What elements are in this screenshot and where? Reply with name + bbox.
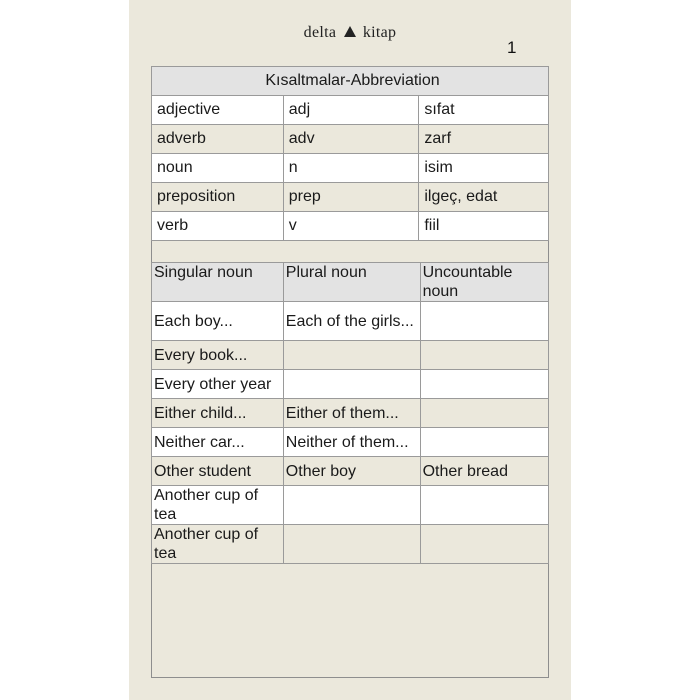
abbreviation-table bbox=[151, 66, 549, 241]
column-header: Plural noun bbox=[283, 263, 420, 302]
table-cell: Neither car... bbox=[152, 428, 284, 457]
table-row bbox=[152, 183, 549, 212]
table-cell: fiil bbox=[419, 212, 549, 241]
table-cell bbox=[420, 525, 548, 564]
table-cell: prep bbox=[283, 183, 419, 212]
table-header-row bbox=[152, 263, 549, 302]
table-cell bbox=[420, 486, 548, 525]
table-cell: Every other year bbox=[152, 370, 284, 399]
table-cell bbox=[283, 525, 420, 564]
table-cell: Neither of them... bbox=[283, 428, 420, 457]
table-cell: Either child... bbox=[152, 399, 284, 428]
triangle-icon bbox=[344, 26, 356, 37]
table-cell bbox=[420, 428, 548, 457]
table-cell bbox=[420, 399, 548, 428]
table-cell: isim bbox=[419, 154, 549, 183]
column-header: Singular noun bbox=[152, 263, 284, 302]
table-cell bbox=[420, 341, 548, 370]
table-cell: Each of the girls... bbox=[283, 302, 420, 341]
table-cell: preposition bbox=[152, 183, 284, 212]
table-cell: adverb bbox=[152, 125, 284, 154]
page-number: 1 bbox=[507, 38, 517, 57]
table-row bbox=[152, 341, 549, 370]
publisher-logo bbox=[129, 24, 571, 42]
table-row bbox=[152, 96, 549, 125]
table-cell: v bbox=[283, 212, 419, 241]
table-row bbox=[152, 154, 549, 183]
brand-left: delta bbox=[303, 24, 337, 41]
column-header: Uncountable noun bbox=[420, 263, 548, 302]
table-cell: Other student bbox=[152, 457, 284, 486]
table-row bbox=[152, 125, 549, 154]
table-cell: n bbox=[283, 154, 419, 183]
table-row bbox=[152, 302, 549, 341]
table-cell bbox=[420, 370, 548, 399]
table-cell bbox=[283, 370, 420, 399]
brand-right: kitap bbox=[362, 24, 397, 41]
table-cell: Either of them... bbox=[283, 399, 420, 428]
table-cell: Other bread bbox=[420, 457, 548, 486]
table-row bbox=[152, 525, 549, 564]
book-page bbox=[129, 0, 571, 700]
table-cell: sıfat bbox=[419, 96, 549, 125]
table-cell bbox=[283, 486, 420, 525]
table-row bbox=[152, 399, 549, 428]
table-row bbox=[152, 428, 549, 457]
table-cell: adjective bbox=[152, 96, 284, 125]
noun-table bbox=[151, 262, 549, 564]
table-cell: adj bbox=[283, 96, 419, 125]
table-row bbox=[152, 486, 549, 525]
table-cell: Another cup of tea bbox=[152, 525, 284, 564]
table-cell: adv bbox=[283, 125, 419, 154]
table-cell bbox=[283, 341, 420, 370]
table-cell: zarf bbox=[419, 125, 549, 154]
table-row bbox=[152, 212, 549, 241]
table-row bbox=[152, 370, 549, 399]
table-cell: Each boy... bbox=[152, 302, 284, 341]
table-row bbox=[152, 457, 549, 486]
table-cell: Every book... bbox=[152, 341, 284, 370]
table-cell: Another cup of tea bbox=[152, 486, 284, 525]
table-cell bbox=[420, 302, 548, 341]
table-cell: ilgeç, edat bbox=[419, 183, 549, 212]
table-cell: Other boy bbox=[283, 457, 420, 486]
table-cell: noun bbox=[152, 154, 284, 183]
table-cell: verb bbox=[152, 212, 284, 241]
abbreviation-table-title: Kısaltmalar-Abbreviation bbox=[152, 67, 549, 96]
